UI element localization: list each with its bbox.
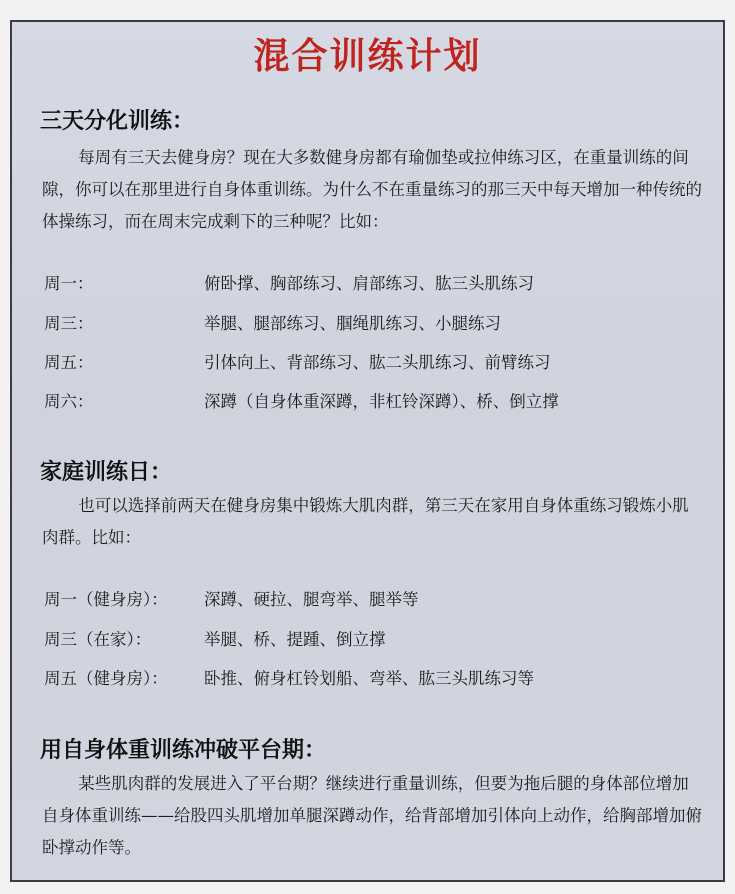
- schedule-day: 周五（健身房）：: [44, 669, 168, 688]
- schedule-day: 周六：: [44, 392, 94, 411]
- schedule-day: 周五：: [44, 353, 94, 372]
- section-paragraph-plateau: 某些肌肉群的发展进入了平台期？继续进行重量训练，但要为拖后腿的身体部位增加自身体重训练——给股四头肌增加单腿深蹲动作，给背部增加引体向上动作，给胸部增加俯卧撑动作等。: [42, 774, 702, 857]
- schedule-exercises: 举腿、腿部练习、腘绳肌练习、小腿练习: [204, 314, 501, 333]
- schedule-exercises: 深蹲（自身体重深蹲，非杠铃深蹲）、桥、倒立撑: [204, 392, 559, 411]
- schedule-day: 周一（健身房）：: [44, 590, 168, 609]
- schedule-exercises: 引体向上、背部练习、肱二头肌练习、前臂练习: [204, 353, 551, 372]
- section-paragraph-split-training: 每周有三天去健身房？现在大多数健身房都有瑜伽垫或拉伸练习区，在重量训练的间隙，你可以在那里进行自身体重训练。为什么不在重量练习的那三天中每天增加一种传统的体操练习，而在周末完成剩下的三种呢？比如：: [42, 148, 702, 231]
- schedule-exercises: 俯卧撑、胸部练习、肩部练习、肱三头肌练习: [204, 274, 534, 293]
- section-heading-plateau: 用自身体重训练冲破平台期：: [40, 738, 327, 763]
- schedule-exercises: 卧推、俯身杠铃划船、弯举、肱三头肌练习等: [204, 669, 534, 688]
- schedule-day: 周三（在家）：: [44, 630, 152, 649]
- schedule-day: 周一：: [44, 274, 94, 293]
- schedule-day: 周三：: [44, 314, 94, 333]
- section-paragraph-home-training: 也可以选择前两天在健身房集中锻炼大肌肉群，第三天在家用自身体重练习锻炼小肌肉群。比如：: [42, 496, 689, 547]
- section-heading-split-training: 三天分化训练：: [40, 109, 195, 134]
- schedule-exercises: 举腿、桥、提踵、倒立撑: [204, 630, 386, 649]
- page-title: 混合训练计划: [253, 36, 482, 77]
- section-heading-home-training: 家庭训练日：: [40, 460, 173, 485]
- schedule-exercises: 深蹲、硬拉、腿弯举、腿举等: [204, 590, 419, 609]
